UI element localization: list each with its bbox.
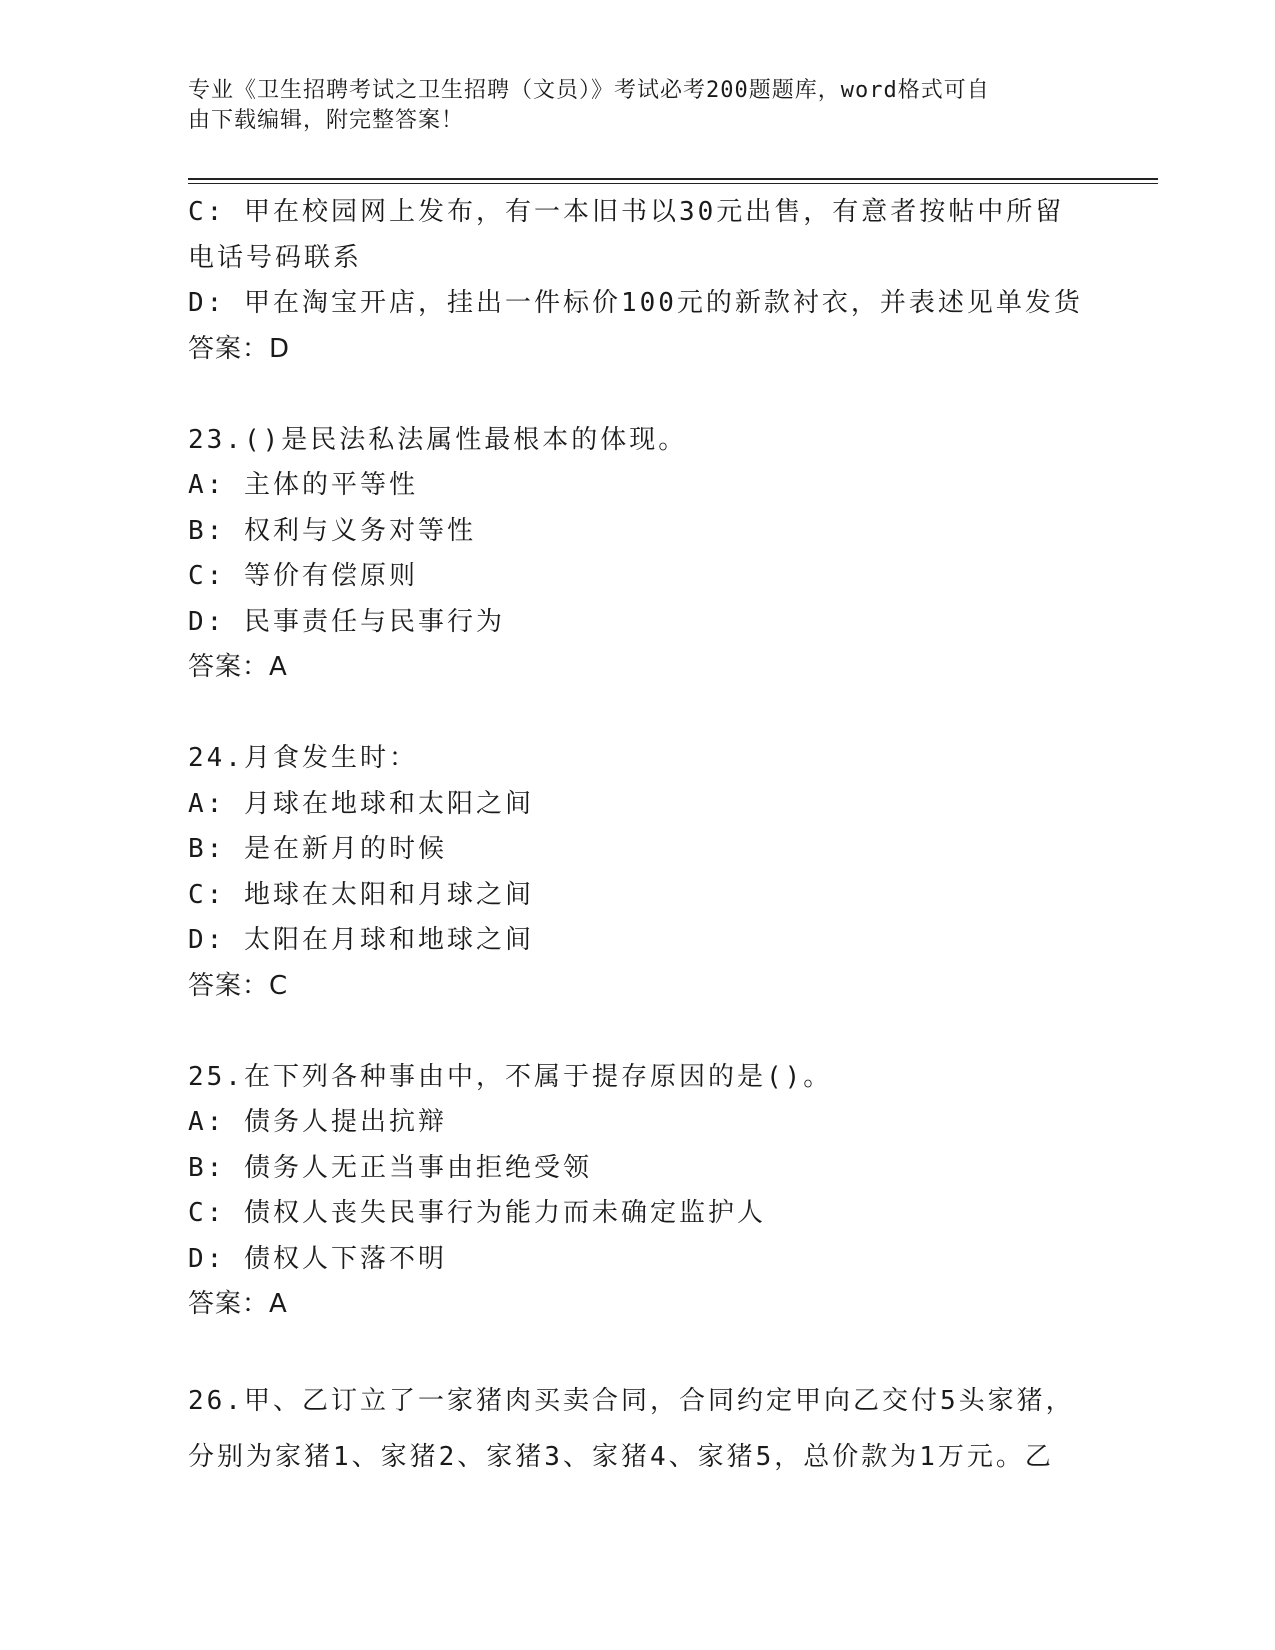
document-header (188, 76, 1068, 136)
question-24 (188, 736, 1128, 1009)
option-d: D: 太阳在月球和地球之间 (188, 925, 534, 955)
question-stem: 26.甲、乙订立了一家猪肉买卖合同，合同约定甲向乙交付5头家猪， (188, 1386, 1075, 1416)
option-d: D: 甲在淘宝开店，挂出一件标价100元的新款衬衣，并表述见单发货 (188, 288, 1083, 318)
header-line-1: 专业《卫生招聘考试之卫生招聘（文员）》考试必考200题题库，word格式可自 (188, 78, 990, 103)
question-22-tail (188, 190, 1128, 372)
option-b: B: 债务人无正当事由拒绝受领 (188, 1152, 592, 1183)
question-stem-continued: 分别为家猪1、家猪2、家猪3、家猪4、家猪5，总价款为1万元。乙 (188, 1442, 1054, 1472)
option-b: B: 是在新月的时候 (188, 834, 447, 864)
answer: 答案：A (188, 1289, 288, 1319)
question-23 (188, 418, 1128, 691)
answer: 答案：C (188, 970, 289, 1001)
option-d: D: 民事责任与民事行为 (188, 606, 505, 637)
option-b: B: 权利与义务对等性 (188, 515, 476, 546)
question-26 (188, 1373, 1128, 1485)
option-c-continued: 电话号码联系 (188, 242, 363, 273)
answer: 答案：A (188, 652, 288, 682)
option-c: C: 等价有偿原则 (188, 561, 418, 591)
header-divider-thin (188, 183, 1158, 184)
option-c: C: 地球在太阳和月球之间 (188, 879, 534, 910)
header-line-2: 由下载编辑，附完整答案！ (188, 108, 465, 133)
question-25 (188, 1055, 1128, 1328)
header-divider-thick (188, 178, 1158, 180)
option-a: A: 债务人提出抗辩 (188, 1107, 447, 1137)
option-a: A: 月球在地球和太阳之间 (188, 788, 534, 819)
option-c: C: 甲在校园网上发布，有一本旧书以30元出售，有意者按帖中所留 (188, 197, 1065, 227)
question-stem: 25.在下列各种事由中，不属于提存原因的是()。 (188, 1061, 833, 1092)
answer: 答案：D (188, 333, 291, 364)
question-stem: 23.()是民法私法属性最根本的体现。 (188, 424, 688, 455)
question-stem: 24.月食发生时： (188, 743, 418, 773)
question-list (188, 190, 1128, 1485)
option-a: A: 主体的平等性 (188, 470, 418, 500)
option-c: C: 债权人丧失民事行为能力而未确定监护人 (188, 1198, 766, 1228)
option-d: D: 债权人下落不明 (188, 1243, 447, 1274)
